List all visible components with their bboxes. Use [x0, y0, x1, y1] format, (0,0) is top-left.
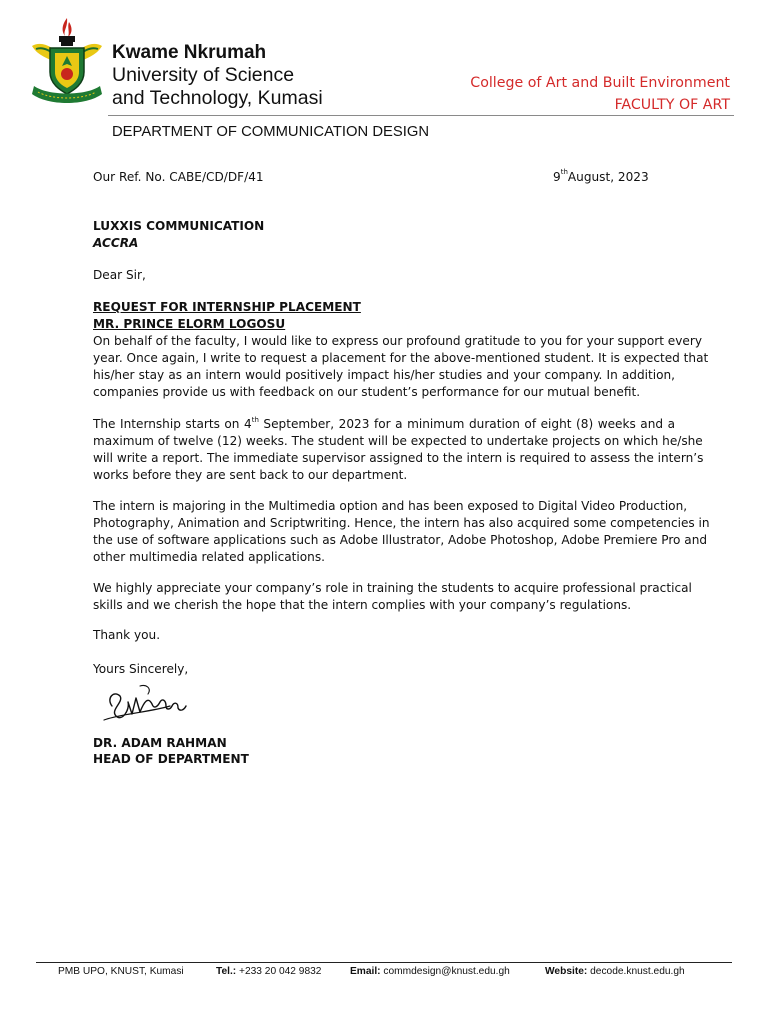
college-name: College of Art and Built Environment [470, 75, 730, 91]
email-label: Email: [350, 966, 381, 977]
letter-date [553, 170, 649, 184]
tel-label: Tel.: [216, 966, 237, 977]
paragraph-line: The intern is majoring in the Multimedia option and has been exposed to Digital Video Production, [93, 499, 688, 513]
salutation: Dear Sir, [93, 268, 146, 282]
university-name-line2: University of Science [112, 64, 295, 86]
date-rest: August, 2023 [567, 170, 649, 184]
paragraph-line: companies provide us with feedback on our student’s performance for our mutual benefit. [93, 385, 641, 399]
date-day: 9 [553, 170, 561, 184]
subject-line-2: MR. PRINCE ELORM LOGOSU [93, 317, 286, 331]
date-suffix: th [560, 168, 568, 176]
university-name-line3: and Technology, Kumasi [112, 87, 323, 109]
footer-website [545, 966, 685, 977]
tel-value: +233 20 042 9832 [236, 966, 322, 977]
paragraph-line: will write a report. The immediate supervisor assigned to the intern is required to assess the intern’s [93, 451, 704, 465]
closing-line: Yours Sincerely, [93, 662, 189, 676]
signer-title: HEAD OF DEPARTMENT [93, 752, 249, 766]
website-label: Website: [545, 966, 588, 977]
paragraph-line: other multimedia related applications. [93, 550, 325, 564]
paragraph-line: the use of software applications such as Adobe Illustrator, Adobe Photoshop, Adobe Premiere Pro and [93, 533, 708, 547]
paragraph-4 [93, 580, 692, 614]
header-divider [108, 115, 734, 116]
paragraph-line: We highly appreciate your company’s role in training the students to acquire professional practical [93, 581, 692, 595]
thanks-line: Thank you. [93, 628, 161, 642]
signature-image [100, 676, 190, 732]
subject-line-1: REQUEST FOR INTERNSHIP PLACEMENT [93, 300, 361, 314]
faculty-name: FACULTY OF ART [614, 97, 730, 113]
recipient-city: ACCRA [93, 236, 139, 250]
website-value: decode.knust.edu.gh [587, 966, 685, 977]
university-crest-logo [28, 16, 106, 108]
paragraph-3 [93, 498, 710, 566]
reference-number: Our Ref. No. CABE/CD/DF/41 [93, 170, 264, 184]
ordinal-suffix: th [251, 415, 259, 424]
paragraph-1 [93, 333, 709, 401]
paragraph-line: year. Once again, I write to request a placement for the above-mentioned student. It is expected that [93, 351, 709, 365]
paragraph-line: skills and we cherish the hope that the intern complies with your company’s regulations. [93, 598, 632, 612]
paragraph-line: works before they are sent back to our department. [93, 468, 408, 482]
footer-telephone [216, 966, 321, 977]
footer-email [350, 966, 510, 977]
email-value: commdesign@knust.edu.gh [380, 966, 510, 977]
paragraph-line [93, 416, 675, 433]
paragraph-line: maximum of twelve (12) weeks. The student will be expected to undertake projects on which he/she [93, 434, 703, 448]
footer-address: PMB UPO, KNUST, Kumasi [58, 966, 184, 977]
recipient-name: LUXXIS COMMUNICATION [93, 219, 265, 233]
paragraph-2 [93, 415, 704, 484]
paragraph-line: Photography, Animation and Scriptwriting. Hence, the intern has also acquired some competencies in [93, 516, 710, 530]
paragraph-line-part: The Internship starts on 4 [93, 417, 252, 431]
university-name-line1: Kwame Nkrumah [112, 42, 267, 63]
signer-name: DR. ADAM RAHMAN [93, 736, 227, 750]
paragraph-line: his/her stay as an intern would positively impact his/her studies and your company. In addition, [93, 368, 675, 382]
paragraph-line-part: September, 2023 for a minimum duration of eight (8) weeks and a [258, 417, 675, 431]
department-name: DEPARTMENT OF COMMUNICATION DESIGN [112, 124, 430, 140]
footer-divider [36, 962, 732, 963]
paragraph-line: On behalf of the faculty, I would like to express our profound gratitude to you for your support every [93, 334, 702, 348]
